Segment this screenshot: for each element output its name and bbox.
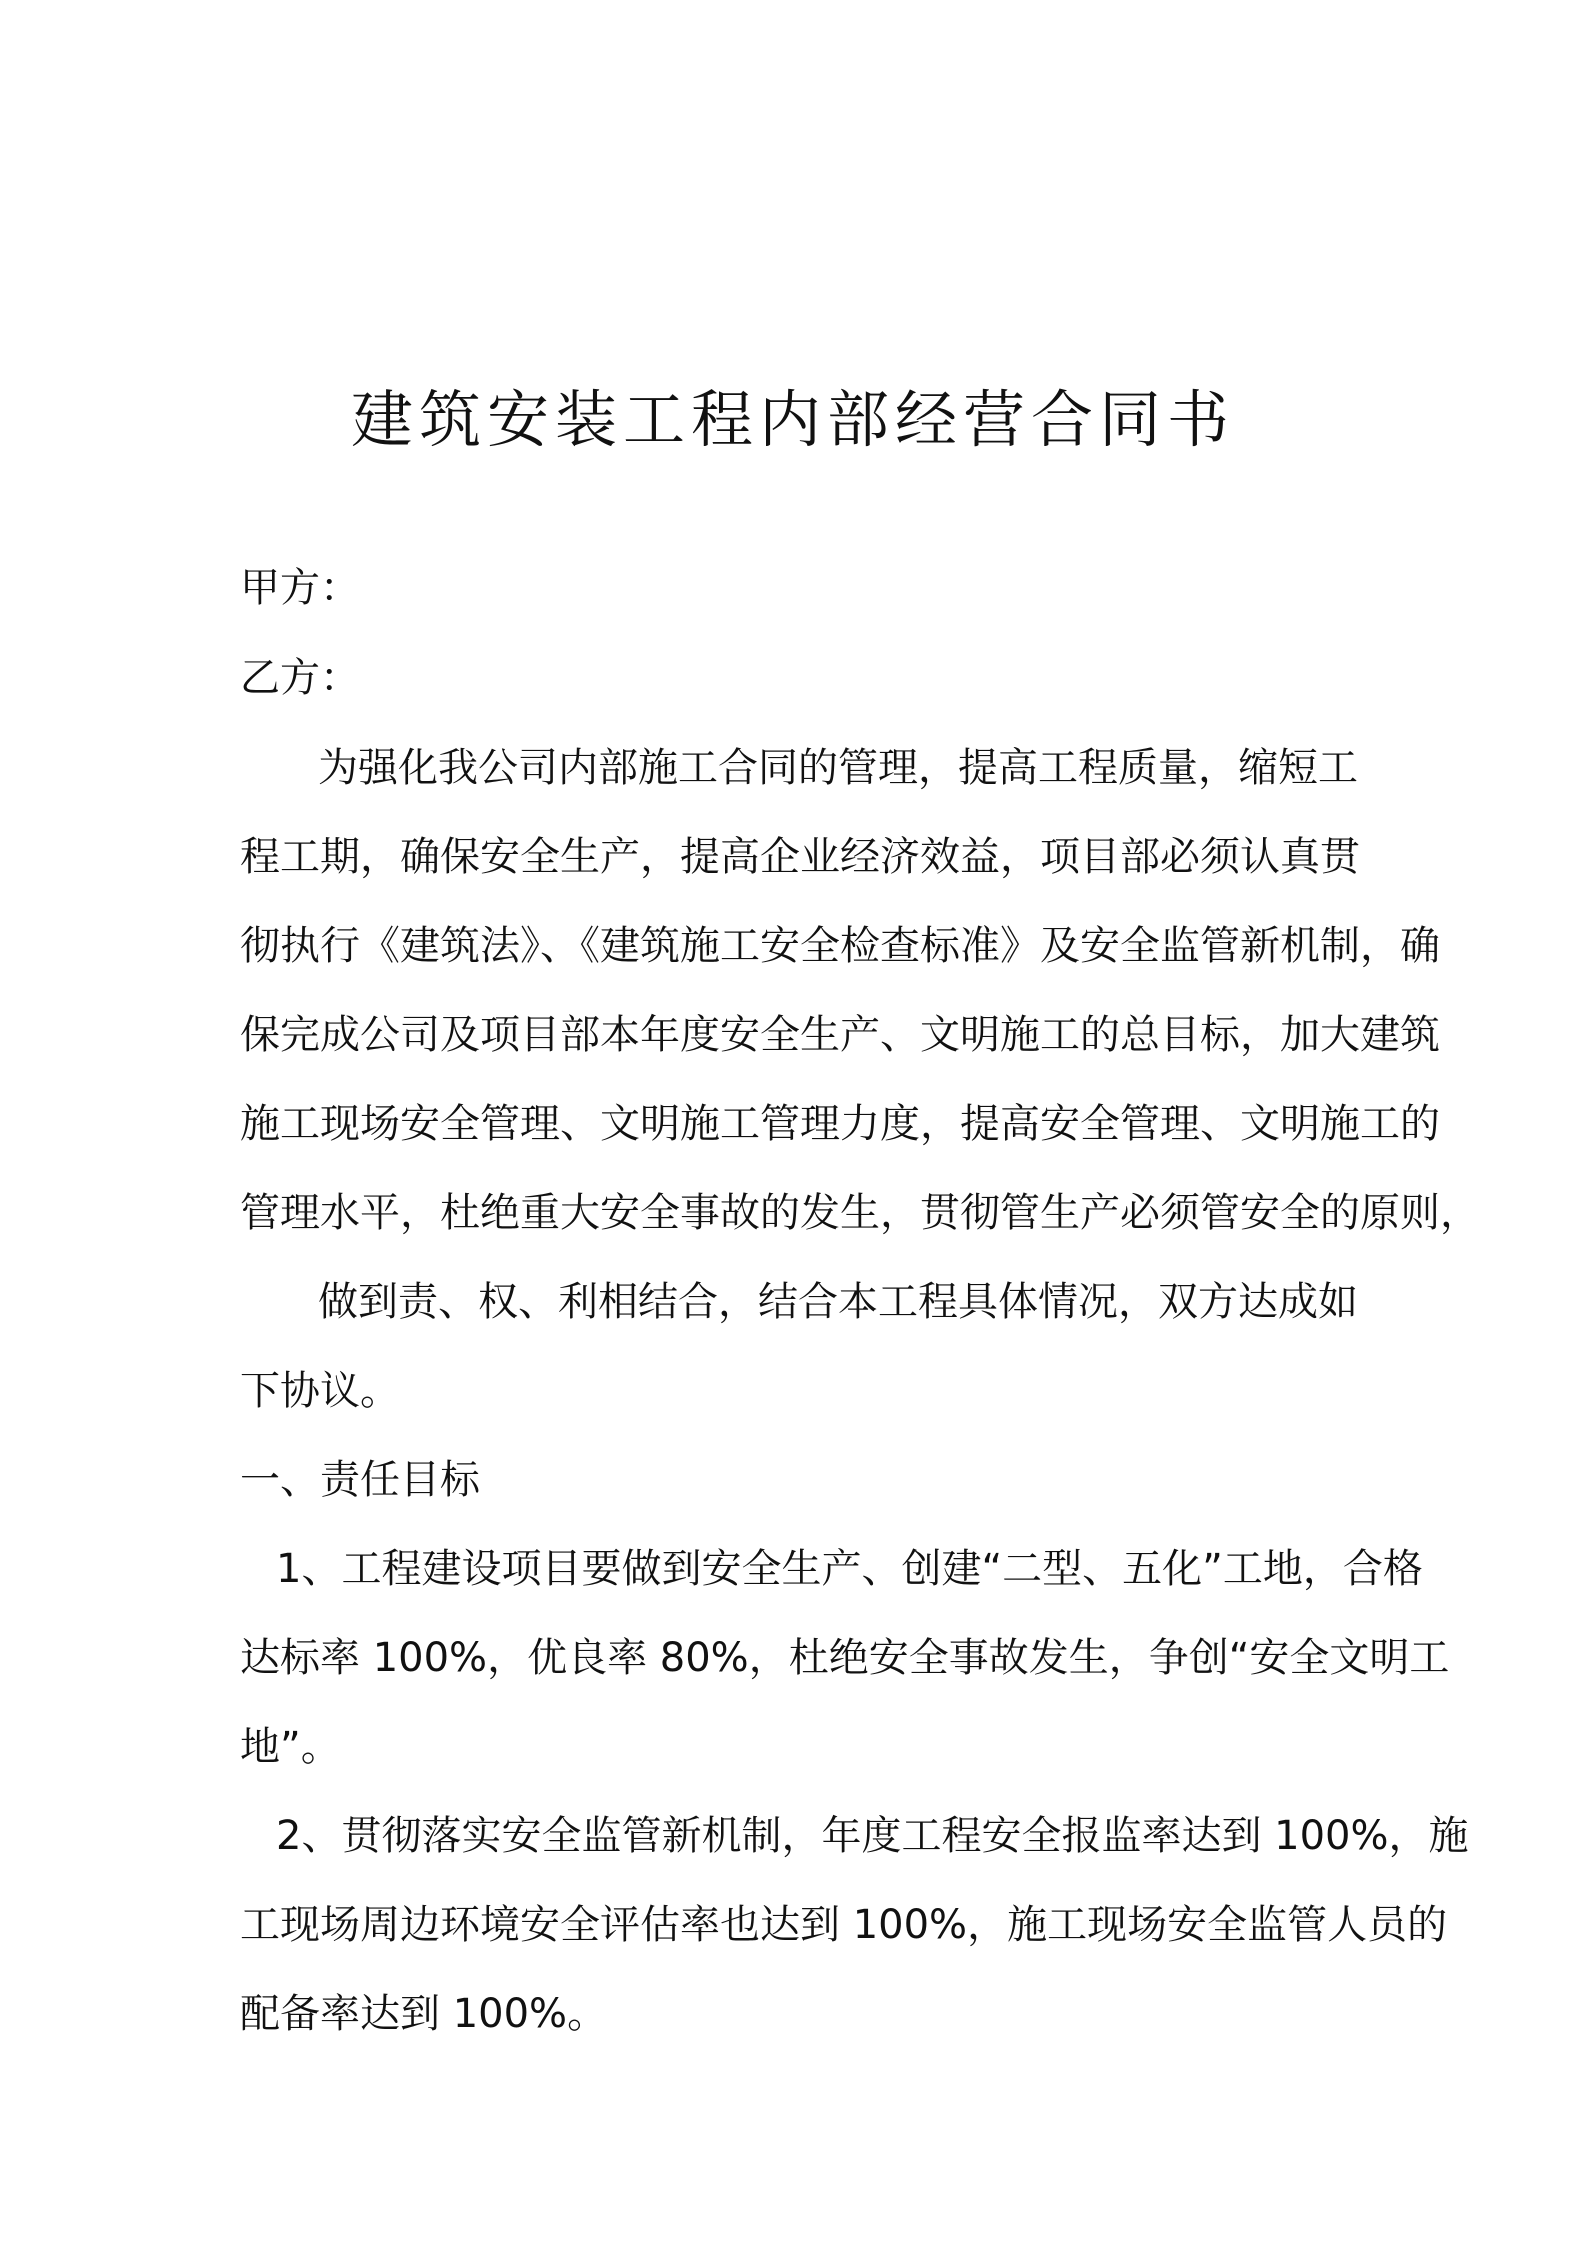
intro2-line: 做到责、权、利相结合，结合本工程具体情况，双方达成如: [318, 1279, 1358, 1325]
item1-line: 地”。: [240, 1724, 341, 1770]
party-b-label: 乙方：: [240, 655, 360, 701]
section-heading: 一、责任目标: [240, 1457, 480, 1503]
intro-line: 为强化我公司内部施工合同的管理，提高工程质量，缩短工: [318, 745, 1358, 791]
intro-line: 彻执行《建筑法》、《建筑施工安全检查标准》及安全监管新机制，确: [240, 923, 1440, 969]
item1-line: 达标率 100%，优良率 80%，杜绝安全事故发生，争创“安全文明工: [240, 1635, 1450, 1681]
item2-line: 2、贯彻落实安全监管新机制，年度工程安全报监率达到 100%，施: [276, 1813, 1469, 1859]
item2-line: 工现场周边环境安全评估率也达到 100%，施工现场安全监管人员的: [240, 1902, 1448, 1948]
intro-line: 施工现场安全管理、文明施工管理力度，提高安全管理、文明施工的: [240, 1101, 1440, 1147]
intro2-line: 下协议。: [240, 1368, 400, 1414]
item1-line: 1、工程建设项目要做到安全生产、创建“二型、五化”工地，合格: [276, 1546, 1423, 1592]
intro-line: 管理水平，杜绝重大安全事故的发生，贯彻管生产必须管安全的原则，: [240, 1190, 1480, 1236]
item2-line: 配备率达到 100%。: [240, 1991, 608, 2037]
party-a-label: 甲方：: [240, 565, 360, 611]
intro-line: 程工期，确保安全生产，提高企业经济效益，项目部必须认真贯: [240, 834, 1360, 880]
document-title: 建筑安装工程内部经营合同书: [350, 383, 1235, 456]
intro-line: 保完成公司及项目部本年度安全生产、文明施工的总目标，加大建筑: [240, 1012, 1440, 1058]
